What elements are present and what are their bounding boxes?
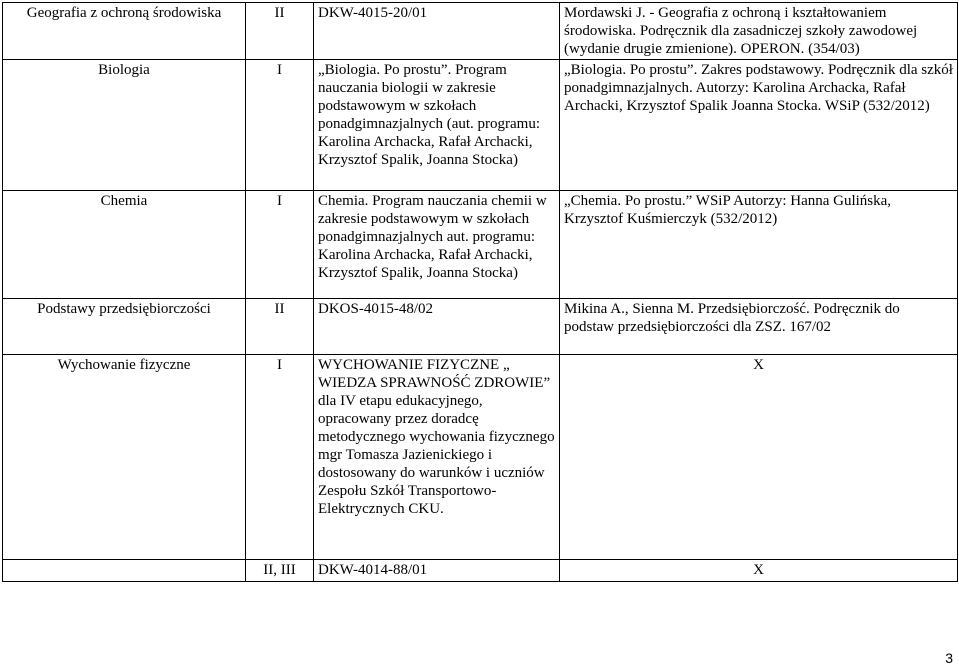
subject-cell: Wychowanie fizyczne bbox=[3, 355, 246, 560]
textbook-cell: X bbox=[560, 355, 958, 560]
subject-cell: Biologia bbox=[3, 60, 246, 191]
textbook-cell: X bbox=[560, 560, 958, 582]
table-row bbox=[3, 560, 958, 582]
level-cell: I bbox=[246, 60, 314, 191]
table-row bbox=[3, 60, 958, 191]
subject-cell: Geografia z ochroną środowiska bbox=[3, 3, 246, 60]
curriculum-table bbox=[2, 2, 958, 582]
textbook-cell: Mikina A., Sienna M. Przedsiębiorczość. Podręcznik do podstaw przedsiębiorczości dla ZSZ. 167/02 bbox=[560, 299, 958, 355]
program-cell: DKW-4014-88/01 bbox=[314, 560, 560, 582]
level-cell: II bbox=[246, 3, 314, 60]
level-cell: I bbox=[246, 191, 314, 299]
subject-cell: Chemia bbox=[3, 191, 246, 299]
page-number: 3 bbox=[945, 650, 953, 666]
program-cell: DKOS-4015-48/02 bbox=[314, 299, 560, 355]
textbook-cell: Mordawski J. - Geografia z ochroną i kształtowaniem środowiska. Podręcznik dla zasadniczej szkoły zawodowej (wydanie drugie zmienione). OPERON. (354/03) bbox=[560, 3, 958, 60]
textbook-cell: „Chemia. Po prostu.” WSiP Autorzy: Hanna Gulińska, Krzysztof Kuśmierczyk (532/2012) bbox=[560, 191, 958, 299]
subject-cell bbox=[3, 560, 246, 582]
table-row bbox=[3, 3, 958, 60]
program-cell: DKW-4015-20/01 bbox=[314, 3, 560, 60]
level-cell: II bbox=[246, 299, 314, 355]
level-cell: I bbox=[246, 355, 314, 560]
level-cell: II, III bbox=[246, 560, 314, 582]
table-row bbox=[3, 299, 958, 355]
program-cell: WYCHOWANIE FIZYCZNE „ WIEDZA SPRAWNOŚĆ ZDROWIE” dla IV etapu edukacyjnego, opracowany przez doradcę metodycznego wychowania fizycznego mgr Tomasza Jazienickiego i dostosowany do warunków i uczniów Zespołu Szkół Transportowo- Elektrycznych CKU. bbox=[314, 355, 560, 560]
program-cell: Chemia. Program nauczania chemii w zakresie podstawowym w szkołach ponadgimnazjalnych aut. programu: Karolina Archacka, Rafał Archacki, Krzysztof Spalik, Joanna Stocka) bbox=[314, 191, 560, 299]
table-row bbox=[3, 191, 958, 299]
subject-cell: Podstawy przedsiębiorczości bbox=[3, 299, 246, 355]
textbook-cell: „Biologia. Po prostu”. Zakres podstawowy. Podręcznik dla szkół ponadgimnazjalnych. Autorzy: Karolina Archacka, Rafał Archacki, Krzysztof Spalik Joanna Stocka. WSiP (532/2012) bbox=[560, 60, 958, 191]
table-row bbox=[3, 355, 958, 560]
program-cell: „Biologia. Po prostu”. Program nauczania biologii w zakresie podstawowym w szkołach ponadgimnazjalnych (aut. programu: Karolina Archacka, Rafał Archacki, Krzysztof Spalik, Joanna Stocka) bbox=[314, 60, 560, 191]
